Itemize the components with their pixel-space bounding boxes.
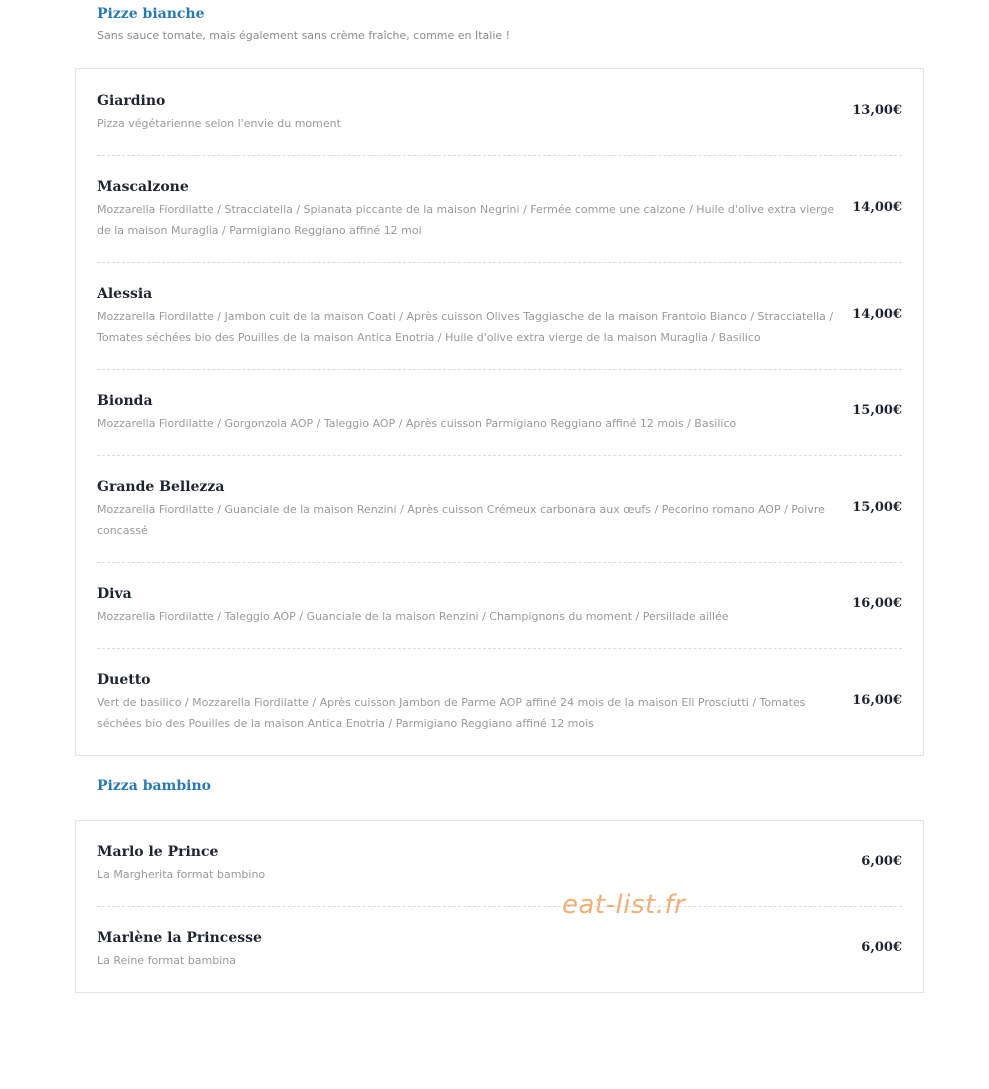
item-description: Mozzarella Fiordilatte / Taleggio AOP / Guanciale de la maison Renzini / Champignons du moment / Persillade aillée bbox=[97, 610, 729, 623]
item-price: 16,00€ bbox=[852, 596, 902, 611]
item-price: 14,00€ bbox=[852, 200, 902, 215]
item-description: Mozzarella Fiordilatte / Guanciale de la maison Renzini / Après cuisson Crémeux carbonara aux œufs / Pecorino romano AOP / Poivre concassé bbox=[97, 503, 825, 537]
item-divider bbox=[97, 562, 902, 563]
item-name: Bionda bbox=[97, 393, 153, 409]
item-description: Mozzarella Fiordilatte / Stracciatella / Spianata piccante de la maison Negrini / Fermée comme une calzone / Huile d'olive extra vierge de la maison Muraglia / Parmigiano Reggiano affiné 12 moi bbox=[97, 203, 835, 237]
item-divider bbox=[97, 369, 902, 370]
item-price: 6,00€ bbox=[861, 854, 902, 869]
item-divider bbox=[97, 906, 902, 907]
item-divider bbox=[97, 648, 902, 649]
item-divider bbox=[97, 155, 902, 156]
item-price: 13,00€ bbox=[852, 103, 902, 118]
menu-card-pizze-bianche bbox=[75, 68, 924, 756]
item-name: Marlène la Princesse bbox=[97, 930, 262, 946]
item-description: La Margherita format bambino bbox=[97, 868, 266, 881]
item-name: Duetto bbox=[97, 672, 151, 688]
item-price: 6,00€ bbox=[861, 940, 902, 955]
item-divider bbox=[97, 262, 902, 263]
item-description: Pizza végétarienne selon l'envie du moment bbox=[97, 117, 341, 130]
item-description: La Reine format bambina bbox=[97, 954, 236, 967]
item-description: Vert de basilico / Mozzarella Fiordilatte / Après cuisson Jambon de Parme AOP affiné 24 mois de la maison Eli Prosciutti / Tomates séchées bio des Pouilles de la maison Antica Enotria / Parmigiano Reggiano affiné 12 mois bbox=[97, 696, 806, 730]
menu-card-pizza-bambino bbox=[75, 820, 924, 993]
section-title-pizze-bianche: Pizze bianche bbox=[97, 6, 205, 22]
item-name: Diva bbox=[97, 586, 132, 602]
item-description: Mozzarella Fiordilatte / Gorgonzola AOP / Taleggio AOP / Après cuisson Parmigiano Reggiano affiné 12 mois / Basilico bbox=[97, 417, 737, 430]
item-price: 15,00€ bbox=[852, 500, 902, 515]
item-name: Grande Bellezza bbox=[97, 479, 225, 495]
item-price: 16,00€ bbox=[852, 693, 902, 708]
item-divider bbox=[97, 455, 902, 456]
item-name: Mascalzone bbox=[97, 179, 189, 195]
item-name: Alessia bbox=[97, 286, 153, 302]
item-name: Giardino bbox=[97, 93, 166, 109]
item-description: Mozzarella Fiordilatte / Jambon cuit de la maison Coati / Après cuisson Olives Taggiasche de la maison Frantoio Bianco / Stracciatella / Tomates séchées bio des Pouilles de la maison Antica Enotria / Huile d'olive extra vierge de la maison Muraglia / Basilico bbox=[97, 310, 834, 344]
item-name: Marlo le Prince bbox=[97, 844, 219, 860]
item-price: 15,00€ bbox=[852, 403, 902, 418]
section-subtitle-pizze-bianche: Sans sauce tomate, mais également sans crème fraîche, comme en Italie ! bbox=[97, 29, 511, 42]
item-price: 14,00€ bbox=[852, 307, 902, 322]
section-title-pizza-bambino: Pizza bambino bbox=[97, 778, 211, 794]
watermark: eat-list.fr bbox=[562, 890, 686, 920]
